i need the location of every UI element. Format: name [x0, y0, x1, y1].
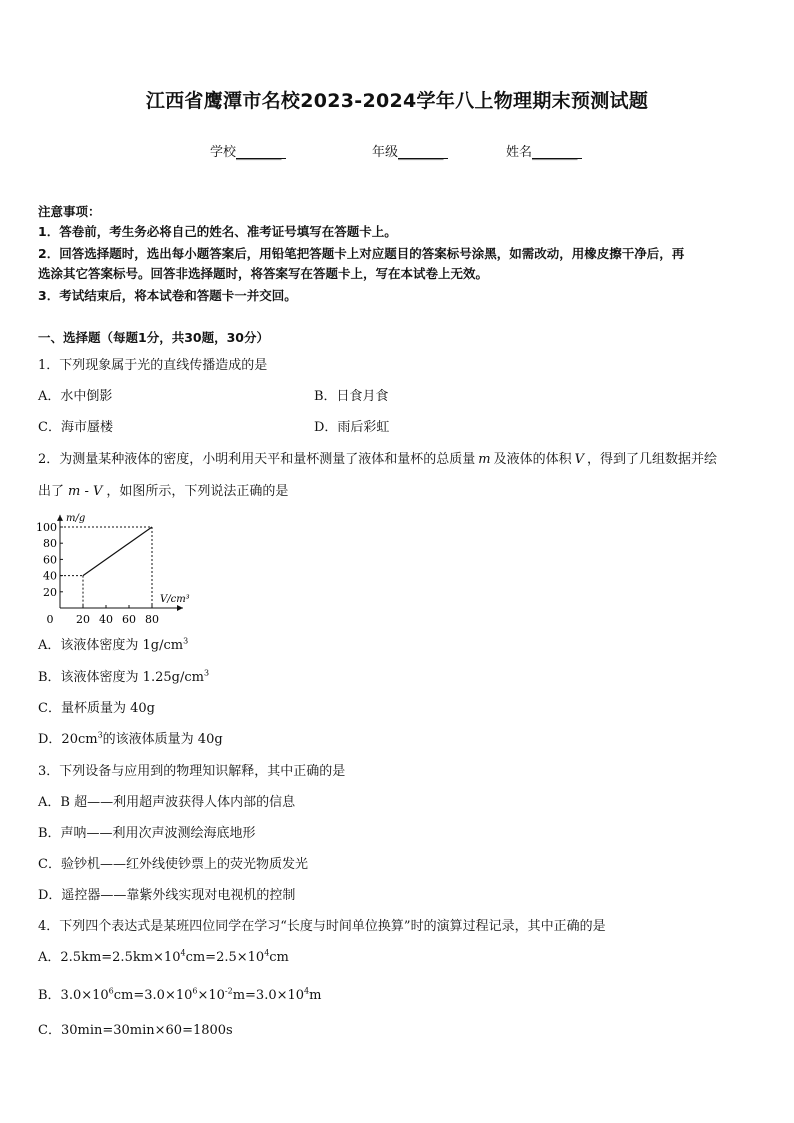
y-axis-label: m/g — [66, 512, 86, 524]
q4-option-a: A．$2.5km=2.5km\times 10^4cm=2.5\times 10^4cm$ — [38, 948, 289, 965]
section-heading: 一、选择题（每题1分，共30题，30分） — [38, 330, 269, 345]
y-tick-label: 80 — [43, 537, 57, 551]
q3-stem: 3．下列设备与应用到的物理知识解释，其中正确的是 — [38, 764, 346, 779]
y-tick-label: 20 — [43, 585, 57, 599]
page-title: 江西省鹰潭市名校2023-2024学年八上物理期末预测试题 — [145, 90, 649, 112]
name-blank: _______ — [532, 146, 582, 159]
q1-option-a: A．水中倒影 — [38, 389, 113, 404]
q1-option-c: C．海市蜃楼 — [38, 420, 113, 435]
school-blank: _______ — [236, 146, 286, 159]
series-line — [83, 527, 152, 576]
name-field: 姓名_______ — [506, 141, 582, 160]
notice-item-2-cont: 选涂其它答案标号。回答非选择题时，将答案写在答题卡上，写在本试卷上无效。 — [38, 266, 489, 281]
q3-option-a: A．B 超——利用超声波获得人体内部的信息 — [38, 795, 296, 810]
x-axis-arrow — [177, 605, 183, 611]
q3-option-d: D．遥控器——靠紫外线实现对电视机的控制 — [38, 888, 296, 903]
x-tick-label: 20 — [76, 613, 90, 626]
grade-field: 年级_______ — [372, 141, 448, 160]
y-tick-label: 100 — [36, 521, 57, 534]
q2-option-a: A．该液体密度为 $1g/cm^3$ — [38, 636, 189, 653]
q2-stem-line2: 出了 m - V ，如图所示，下列说法正确的是 — [38, 484, 289, 499]
x-axis-label: V/cm³ — [160, 594, 190, 605]
y-tick-label: 40 — [43, 569, 57, 583]
q3-option-b: B．声呐——利用次声波测绘海底地形 — [38, 826, 256, 841]
q1-option-b: B．日食月食 — [314, 389, 389, 404]
q3-option-c: C．验钞机——红外线使钞票上的荧光物质发光 — [38, 857, 308, 872]
q2-option-b: B．该液体密度为 $1.25g/cm^3$ — [38, 668, 210, 685]
notice-heading: 注意事项： — [38, 204, 101, 219]
q4-stem: 4．下列四个表达式是某班四位同学在学习“长度与时间单位换算”时的演算过程记录，其中正确的是 — [38, 919, 606, 934]
x-tick-label: 60 — [122, 613, 136, 626]
q4-option-c: C．30min=30min×60=1800s — [38, 1023, 233, 1038]
q2-stem-line1: 2．为测量某种液体的密度，小明利用天平和量杯测量了液体和量杯的总质量 m 及液体的体积 V ，得到了几组数据并绘 — [38, 452, 718, 467]
notice-item-2: 2．回答选择题时，选出每小题答案后，用铅笔把答题卡上对应题目的答案标号涂黑，如需改动，用橡皮擦干净后，再 — [38, 246, 685, 261]
notice-item-3: 3．考试结束后，将本试卷和答题卡一并交回。 — [38, 288, 297, 303]
notice-item-1: 1．答卷前，考生务必将自己的姓名、准考证号填写在答题卡上。 — [38, 224, 397, 239]
q4-option-b: B．$3.0\times 10^6cm=3.0\times 10^6\times 10^{-2}m=3.0\times 10^4m$ — [38, 986, 322, 1003]
q1-option-d: D．雨后彩虹 — [314, 420, 390, 435]
m-v-chart — [28, 502, 208, 626]
q2-option-c: C．量杯质量为 40g — [38, 701, 155, 716]
x-tick-label: 40 — [99, 613, 113, 626]
y-axis-arrow — [57, 515, 63, 521]
grade-blank: _______ — [398, 146, 448, 159]
y-tick-label: 60 — [43, 553, 57, 567]
school-field: 学校_______ — [210, 141, 286, 160]
x-tick-label: 80 — [145, 613, 159, 626]
q2-option-d: D．$20cm^3$的该液体质量为 40g — [38, 730, 223, 747]
q1-stem: 1．下列现象属于光的直线传播造成的是 — [38, 358, 268, 373]
x-tick-label: 0 — [46, 613, 54, 626]
